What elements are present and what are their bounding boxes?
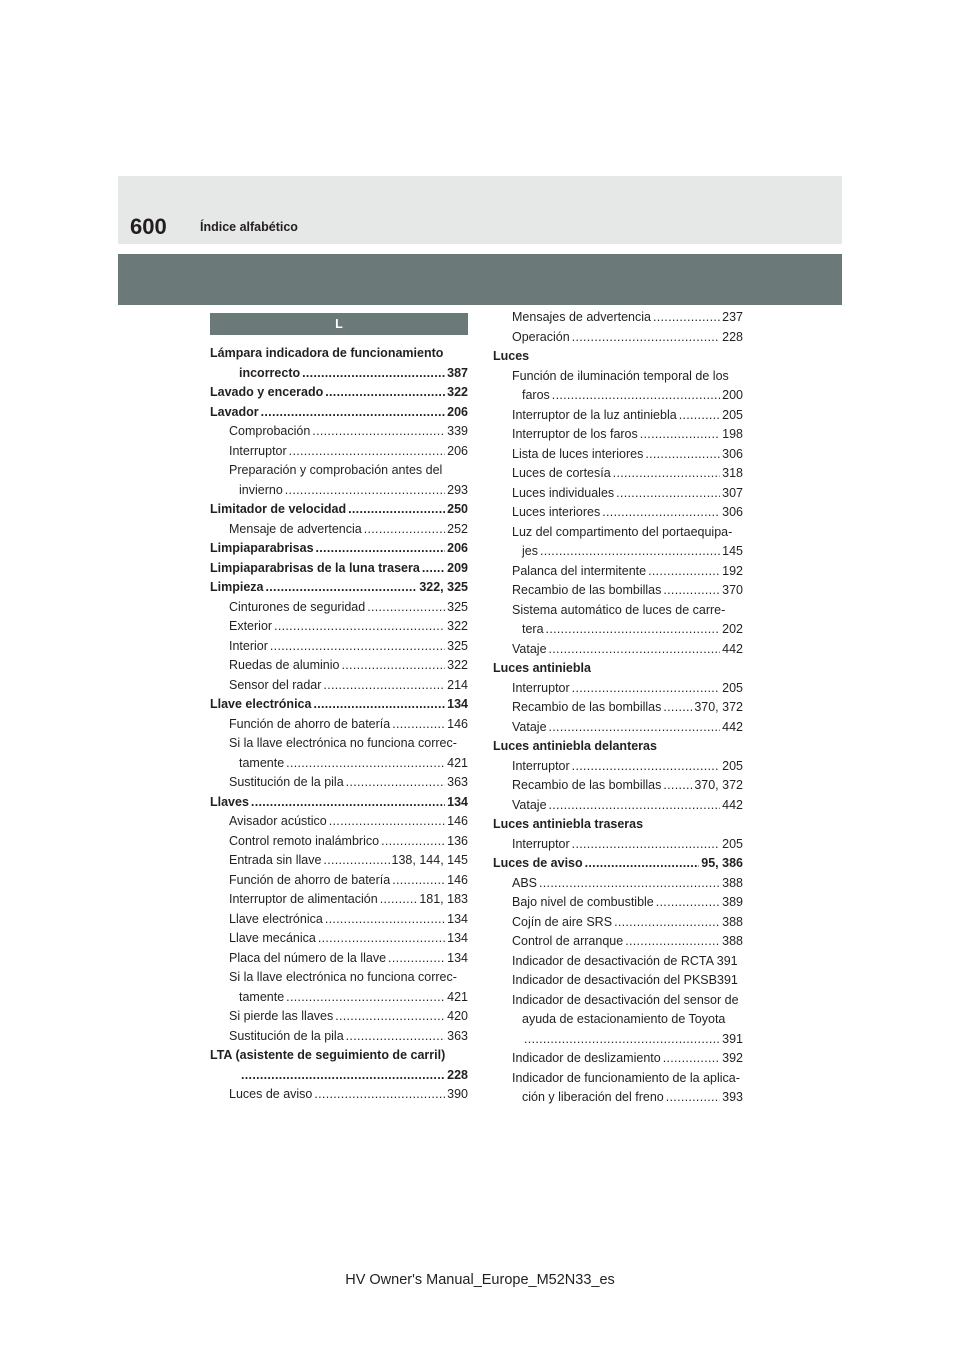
index-entry xyxy=(493,581,743,601)
footer-text: HV Owner's Manual_Europe_M52N33_es xyxy=(345,1272,615,1288)
index-entry-label: Sensor del radar xyxy=(229,677,322,692)
index-entry-label: tera xyxy=(522,622,544,636)
index-entry-label: Interruptor xyxy=(512,758,570,773)
index-entry-label: Limpiaparabrisas xyxy=(210,541,314,555)
index-entry xyxy=(493,1030,743,1050)
index-entry-label: tamente xyxy=(239,755,285,770)
index-entry xyxy=(493,1088,743,1108)
index-entry xyxy=(210,754,468,774)
index-entry xyxy=(210,949,468,969)
index-entry-label: Sustitución de la pila xyxy=(229,1028,344,1043)
index-page-ref: 442 xyxy=(722,719,743,734)
index-page-ref: 228 xyxy=(722,329,743,344)
dot-leader xyxy=(585,854,700,874)
index-entry xyxy=(210,715,468,735)
index-entry xyxy=(210,656,468,676)
index-page-ref: 237 xyxy=(722,310,743,324)
dot-leader xyxy=(285,481,445,501)
dot-leader xyxy=(625,932,720,952)
index-page-ref: 391 xyxy=(722,1031,743,1046)
index-entry xyxy=(210,578,468,598)
index-page-ref: 325 xyxy=(447,638,468,653)
index-list-right xyxy=(493,308,743,1108)
index-page-ref: 370, 372 xyxy=(694,778,743,792)
index-entry xyxy=(493,445,743,465)
dot-leader xyxy=(314,1085,445,1105)
dot-leader xyxy=(325,383,445,403)
index-entry-text: Lámpara indicadora de funcionamiento xyxy=(210,346,444,360)
index-entry-label: Interruptor de los faros xyxy=(512,427,638,441)
index-entry-text: Luces antiniebla traseras xyxy=(493,817,644,831)
index-page-ref: 134 xyxy=(447,794,468,809)
index-page-ref: 146 xyxy=(447,872,468,887)
index-entry xyxy=(210,559,468,579)
index-page-ref: 206 xyxy=(447,541,468,555)
index-list-left xyxy=(210,344,468,1105)
index-column-left xyxy=(210,308,468,1105)
index-entry xyxy=(210,422,468,442)
index-entry-label: Llave electrónica xyxy=(229,911,323,926)
index-page-ref: 205 xyxy=(722,836,743,851)
dot-leader xyxy=(616,484,720,504)
index-entry xyxy=(210,851,468,871)
header-dark-band xyxy=(118,254,842,305)
dot-leader xyxy=(346,1027,445,1047)
index-page-ref: 390 xyxy=(447,1087,468,1101)
index-page-ref: 181, 183 xyxy=(419,892,468,906)
dot-leader xyxy=(572,835,720,855)
index-entry-label: Función de ahorro de batería xyxy=(229,716,391,731)
index-entry-label: Si pierde las llaves xyxy=(229,1009,334,1023)
index-entry-label: ABS xyxy=(512,875,538,890)
index-entry xyxy=(493,406,743,426)
dot-leader xyxy=(289,442,445,462)
index-entry-text: LTA (asistente de seguimiento de carril) xyxy=(210,1048,446,1062)
index-entry-label: Lavado y encerado xyxy=(210,385,324,399)
index-entry-label: Cinturones de seguridad xyxy=(229,599,366,614)
dot-leader xyxy=(663,776,692,796)
dot-leader xyxy=(613,464,720,484)
index-entry-label: Luces individuales xyxy=(512,485,615,500)
index-page-ref: 370 xyxy=(722,583,743,597)
dot-leader xyxy=(329,812,445,832)
index-page-ref: 325 xyxy=(447,599,468,614)
index-page-ref: 421 xyxy=(447,989,468,1004)
index-entry-label: Ruedas de aluminio xyxy=(229,658,340,672)
index-entry-label: Interior xyxy=(229,638,268,653)
index-entry-label: Interruptor xyxy=(512,680,570,695)
index-entry-text: Sistema automático de luces de carre- xyxy=(512,602,726,617)
index-entry-label: Cojín de aire SRS xyxy=(512,914,613,929)
index-entry-label: Indicador de deslizamiento xyxy=(512,1051,661,1065)
dot-leader xyxy=(325,910,445,930)
dot-leader xyxy=(540,542,720,562)
index-entry-label: jes xyxy=(522,544,538,558)
index-entry-text: ayuda de estacionamiento de Toyota xyxy=(522,1012,726,1026)
index-entry xyxy=(210,403,468,423)
index-entry-text: Luz del compartimento del portaequipa- xyxy=(512,524,733,539)
index-entry xyxy=(493,718,743,738)
index-page-ref: 420 xyxy=(447,1009,468,1023)
index-entry xyxy=(493,425,743,445)
index-entry xyxy=(210,598,468,618)
index-page-ref: 136 xyxy=(447,833,468,848)
index-entry-label: Interruptor de la luz antiniebla xyxy=(512,407,677,422)
index-page-ref: 200 xyxy=(722,388,743,402)
dot-leader xyxy=(348,500,445,520)
dot-leader xyxy=(572,328,720,348)
index-entry-label: Llave mecánica xyxy=(229,931,316,945)
dot-leader xyxy=(663,581,720,601)
dot-leader xyxy=(380,890,418,910)
index-entry-label: Mensaje de advertencia xyxy=(229,521,362,536)
index-entry-label: Palanca del intermitente xyxy=(512,563,647,578)
dot-leader xyxy=(549,640,721,660)
dot-leader xyxy=(312,422,445,442)
index-entry-text: Si la llave electrónica no funciona correc- xyxy=(229,970,457,984)
index-entry xyxy=(210,793,468,813)
index-entry-label: tamente xyxy=(239,989,285,1004)
dot-leader xyxy=(302,364,445,384)
index-page-ref: 134 xyxy=(447,911,468,926)
index-page-ref: 209 xyxy=(447,560,468,575)
index-entry-label: Luces de aviso xyxy=(493,856,583,870)
dot-leader xyxy=(679,406,720,426)
index-entry-label: Interruptor xyxy=(512,836,570,851)
index-entry-label: Función de ahorro de batería xyxy=(229,872,391,887)
dot-leader xyxy=(323,676,445,696)
index-entry xyxy=(493,308,743,328)
index-page-ref: 134 xyxy=(447,931,468,945)
index-entry-label: invierno xyxy=(239,482,283,497)
index-page-ref: 393 xyxy=(722,1090,743,1104)
index-entry xyxy=(493,835,743,855)
index-page-ref: 250 xyxy=(447,502,468,516)
index-entry-text: Preparación y comprobación antes del xyxy=(229,463,443,477)
index-entry xyxy=(493,913,743,933)
index-page-ref: 205 xyxy=(722,407,743,422)
index-entry xyxy=(210,1066,468,1086)
index-entry xyxy=(493,932,743,952)
index-entry-text: Indicador de desactivación del PKSB391 xyxy=(512,973,738,987)
index-entry xyxy=(493,874,743,894)
index-page-ref: 205 xyxy=(722,680,743,695)
index-entry-label: Luces de cortesía xyxy=(512,466,611,480)
index-entry-label: Llave electrónica xyxy=(210,697,312,711)
index-entry xyxy=(210,481,468,501)
index-page-ref: 388 xyxy=(722,914,743,929)
index-entry-label: Vataje xyxy=(512,719,547,734)
index-entry xyxy=(210,812,468,832)
index-entry xyxy=(210,617,468,637)
index-entry xyxy=(210,910,468,930)
index-page-ref: 388 xyxy=(722,875,743,890)
index-entry xyxy=(210,890,468,910)
index-page-ref: 138, 144, 145 xyxy=(391,853,468,867)
index-page-ref: 421 xyxy=(447,755,468,770)
index-page-ref: 214 xyxy=(447,677,468,692)
index-entry xyxy=(493,679,743,699)
dot-leader xyxy=(656,893,720,913)
dot-leader xyxy=(364,520,445,540)
dot-leader xyxy=(546,620,721,640)
index-page-ref: 146 xyxy=(447,814,468,828)
index-entry-label: Luces de aviso xyxy=(229,1087,313,1101)
dot-leader xyxy=(266,578,418,598)
index-entry xyxy=(210,500,468,520)
dot-leader xyxy=(640,425,720,445)
index-entry-label: ción y liberación del freno xyxy=(522,1090,664,1104)
index-page-ref: 322 xyxy=(447,385,468,399)
dot-leader xyxy=(549,718,721,738)
index-entry-label: Recambio de las bombillas xyxy=(512,778,662,792)
index-entry-label: Luces interiores xyxy=(512,505,601,519)
dot-leader xyxy=(342,656,446,676)
index-page-ref: 192 xyxy=(722,563,743,578)
dot-leader xyxy=(346,773,445,793)
index-entry-text: Luces xyxy=(493,349,530,363)
index-entry-label: Limpiaparabrisas de la luna trasera xyxy=(210,560,420,575)
index-page-ref: 363 xyxy=(447,1028,468,1043)
index-page-ref: 339 xyxy=(447,424,468,438)
index-entry xyxy=(493,484,743,504)
dot-leader xyxy=(392,715,445,735)
index-page-ref: 146 xyxy=(447,716,468,731)
index-page-ref: 442 xyxy=(722,797,743,812)
dot-leader xyxy=(270,637,445,657)
index-entry-text: Indicador de desactivación del sensor de xyxy=(512,992,739,1007)
index-entry-label: Limpieza xyxy=(210,580,264,594)
index-page-ref: 205 xyxy=(722,758,743,773)
index-entry-label: Llaves xyxy=(210,794,249,809)
dot-leader xyxy=(524,1030,720,1050)
index-entry-label: Recambio de las bombillas xyxy=(512,700,662,714)
index-entry xyxy=(210,1027,468,1047)
index-entry xyxy=(493,386,743,406)
index-entry xyxy=(210,520,468,540)
index-entry xyxy=(210,871,468,891)
index-entry xyxy=(210,383,468,403)
index-entry xyxy=(210,637,468,657)
index-entry xyxy=(210,773,468,793)
index-entry xyxy=(493,542,743,562)
page-number: 600 xyxy=(130,214,167,239)
index-entry xyxy=(493,328,743,348)
dot-leader xyxy=(648,562,720,582)
index-entry-label: incorrecto xyxy=(239,365,301,380)
index-page-ref: 306 xyxy=(722,505,743,519)
index-entry xyxy=(210,695,468,715)
index-entry xyxy=(493,464,743,484)
index-entry xyxy=(493,893,743,913)
index-entry xyxy=(210,929,468,949)
letter-heading: L xyxy=(210,313,468,335)
index-entry xyxy=(493,776,743,796)
index-entry xyxy=(210,1007,468,1027)
dot-leader xyxy=(286,988,445,1008)
index-page-ref: 95, 386 xyxy=(701,856,743,870)
index-entry-label: Operación xyxy=(512,329,570,344)
index-entry xyxy=(493,854,743,874)
index-page-ref: 387 xyxy=(447,365,468,380)
index-page-ref: 206 xyxy=(447,404,468,419)
index-page-ref: 363 xyxy=(447,775,468,789)
dot-leader xyxy=(323,851,389,871)
index-entry-label: Control remoto inalámbrico xyxy=(229,833,380,848)
dot-leader xyxy=(274,617,445,637)
dot-leader xyxy=(602,503,720,523)
index-entry-label: Interruptor de alimentación xyxy=(229,892,378,906)
index-page-ref: 228 xyxy=(447,1067,468,1082)
dot-leader xyxy=(286,754,445,774)
index-page-ref: 307 xyxy=(722,485,743,500)
index-entry xyxy=(210,364,468,384)
index-entry-label: Mensajes de advertencia xyxy=(512,310,651,324)
dot-leader xyxy=(572,757,720,777)
dot-leader xyxy=(552,386,720,406)
index-page-ref: 134 xyxy=(447,950,468,965)
index-entry-label: Placa del número de la llave xyxy=(229,950,387,965)
dot-leader xyxy=(388,949,445,969)
index-entry-label: Control de arranque xyxy=(512,934,624,948)
index-entry-label: Lista de luces interiores xyxy=(512,446,644,461)
index-page-ref: 388 xyxy=(722,934,743,948)
index-page-ref: 145 xyxy=(722,544,743,558)
index-entry-label: faros xyxy=(522,388,550,402)
index-page-ref: 370, 372 xyxy=(694,700,743,714)
index-entry-label: Bajo nivel de combustible xyxy=(512,895,654,909)
index-entry xyxy=(493,698,743,718)
index-entry-label: Exterior xyxy=(229,619,273,633)
dot-leader xyxy=(663,698,692,718)
dot-leader xyxy=(392,871,445,891)
dot-leader xyxy=(614,913,720,933)
index-entry-label: Vataje xyxy=(512,797,547,812)
index-page-ref: 293 xyxy=(447,482,468,497)
dot-leader xyxy=(251,793,445,813)
index-entry xyxy=(493,796,743,816)
index-page-ref: 322 xyxy=(447,619,468,633)
dot-leader xyxy=(313,695,445,715)
index-entry-text: Indicador de desactivación de RCTA 391 xyxy=(512,953,738,968)
index-page-ref: 392 xyxy=(722,1051,743,1065)
index-entry xyxy=(493,562,743,582)
dot-leader xyxy=(381,832,445,852)
index-entry xyxy=(210,676,468,696)
index-page-ref: 206 xyxy=(447,443,468,458)
index-page-ref: 306 xyxy=(722,446,743,461)
index-entry-text: Función de iluminación temporal de los xyxy=(512,368,729,383)
index-page-ref: 198 xyxy=(722,427,743,441)
index-entry-label: Sustitución de la pila xyxy=(229,775,344,789)
index-entry xyxy=(210,442,468,462)
index-page-ref: 318 xyxy=(722,466,743,480)
index-page-ref: 202 xyxy=(722,622,743,636)
dot-leader xyxy=(645,445,720,465)
dot-leader xyxy=(666,1088,720,1108)
dot-leader xyxy=(539,874,720,894)
dot-leader xyxy=(549,796,721,816)
index-entry-label: Vataje xyxy=(512,641,547,656)
index-entry xyxy=(210,1085,468,1105)
index-page-ref: 134 xyxy=(447,697,468,711)
index-entry xyxy=(210,539,468,559)
index-entry xyxy=(493,757,743,777)
index-page-ref: 322 xyxy=(447,658,468,672)
index-column-right xyxy=(493,308,743,1108)
index-entry xyxy=(210,832,468,852)
index-entry-label: Entrada sin llave xyxy=(229,853,322,867)
index-entry xyxy=(493,640,743,660)
index-entry-text: Luces antiniebla delanteras xyxy=(493,739,657,753)
index-entry xyxy=(493,503,743,523)
dot-leader xyxy=(241,1066,445,1086)
dot-leader xyxy=(572,679,720,699)
dot-leader xyxy=(422,559,445,579)
index-entry xyxy=(493,620,743,640)
dot-leader xyxy=(367,598,445,618)
index-entry xyxy=(493,1049,743,1069)
section-title: Índice alfabético xyxy=(200,220,298,234)
dot-leader xyxy=(261,403,446,423)
index-page-ref: 389 xyxy=(722,895,743,909)
index-entry-text: Si la llave electrónica no funciona correc- xyxy=(229,736,457,750)
index-entry-label: Avisador acústico xyxy=(229,814,327,828)
index-page-ref: 442 xyxy=(722,641,743,656)
index-entry-text: Indicador de funcionamiento de la aplica- xyxy=(512,1070,740,1085)
dot-leader xyxy=(663,1049,720,1069)
index-entry-label: Interruptor xyxy=(229,443,287,458)
index-entry xyxy=(210,988,468,1008)
index-entry-label: Comprobación xyxy=(229,424,311,438)
dot-leader xyxy=(318,929,445,949)
dot-leader xyxy=(335,1007,445,1027)
index-page-ref: 322, 325 xyxy=(419,580,468,594)
dot-leader xyxy=(316,539,446,559)
index-page-ref: 252 xyxy=(447,521,468,536)
index-entry-label: Limitador de velocidad xyxy=(210,502,347,516)
index-entry-label: Recambio de las bombillas xyxy=(512,583,662,597)
dot-leader xyxy=(653,308,720,328)
index-entry-label: Lavador xyxy=(210,404,259,419)
index-entry-text: Luces antiniebla xyxy=(493,661,591,675)
